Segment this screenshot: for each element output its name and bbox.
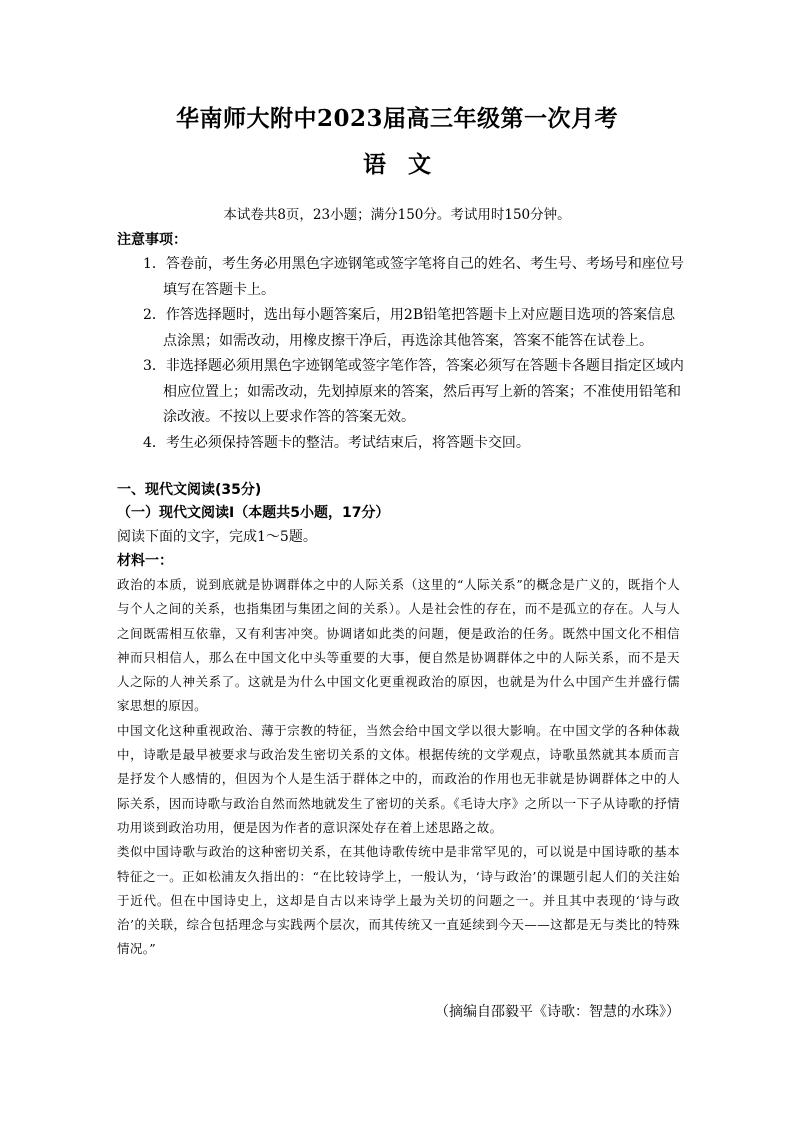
notice-item: 4．考生必须保持答题卡的整洁。考试结束后，将答题卡交回。 (143, 434, 530, 451)
notice-heading: 注意事项： (117, 232, 187, 248)
source-citation: （摘编自邵毅平《诗歌：智慧的水珠》） (435, 1004, 680, 1020)
subject-title: 语文 (363, 151, 453, 178)
subsection-heading: （一）现代文阅读Ⅰ（本题共5小题，17分） (117, 505, 390, 521)
material-text (117, 573, 680, 962)
section-heading: 一、现代文阅读(35分) (117, 482, 262, 498)
notice-item: 1．答卷前，考生务必用黑色字迹钢笔或签字笔将自己的姓名、考生号、考场号和座位号填写在答题卡上。 (143, 256, 684, 298)
exam-title: 华南师大附中2023届高三年级第一次月考 (175, 105, 618, 132)
material-paragraph: 类似中国诗歌与政治的这种密切关系，在其他诗歌传统中是非常罕见的，可以说是中国诗歌的基本特征之一。正如松浦友久指出的：“在比较诗学上，一般认为，‘诗与政治’的课题引起人们的关注始于近代。但在中国诗史上，这却是自古以来诗学上最为关切的问题之一。并且其中表现的‘诗与政治’的关联，综合包括理念与实践两个层次，而其传统又一直延续到今天——这都是无与类比的特殊情况。” (117, 844, 680, 957)
material-paragraph: 政治的本质，说到底就是协调群体之中的人际关系（这里的“人际关系”的概念是广义的，既指个人与个人之间的关系，也指集团与集团之间的关系）。人是社会性的存在，而不是孤立的存在。人与人之间既需相互依靠，又有利害冲突。协调诸如此类的问题，便是政治的任务。既然中国文化不相信神而只相信人，那么在中国文化中头等重要的大事，便自然是协调群体之中的人际关系，而不是天人之际的人神关系了。这就是为什么中国文化更重视政治的原因，也就是为什么中国产生并盛行儒家思想的原因。 (117, 577, 680, 714)
notice-item: 3．非选择题必须用黑色字迹钢笔或签字笔作答，答案必须写在答题卡各题目指定区域内相应位置上；如需改动，先划掉原来的答案，然后再写上新的答案；不准使用铅笔和涂改液。不按以上要求作答的答案无效。 (143, 358, 684, 425)
reading-instruction: 阅读下面的文字，完成1～5题。 (117, 529, 317, 545)
material-paragraph: 中国文化这种重视政治、薄于宗教的特征，当然会给中国文学以很大影响。在中国文学的各种体裁中，诗歌是最早被要求与政治发生密切关系的文体。根据传统的文学观点，诗歌虽然就其本质而言是抒发个人感情的，但因为个人是生活于群体之中的，而政治的作用也无非就是协调群体之中的人际关系，因而诗歌与政治自然而然地就发生了密切的关系。《毛诗大序》之所以一下子从诗歌的抒情功用谈到政治功用，便是因为作者的意识深处存在着上述思路之故。 (117, 722, 680, 835)
exam-info: 本试卷共8页，23小题；满分150分。考试用时150分钟。 (223, 207, 571, 223)
material-label: 材料一： (117, 553, 173, 569)
notice-list (117, 252, 687, 456)
notice-item: 2．作答选择题时，选出每小题答案后，用2B铅笔把答题卡上对应题目选项的答案信息点涂黑；如需改动，用橡皮擦干净后，再选涂其他答案，答案不能答在试卷上。 (143, 307, 676, 349)
